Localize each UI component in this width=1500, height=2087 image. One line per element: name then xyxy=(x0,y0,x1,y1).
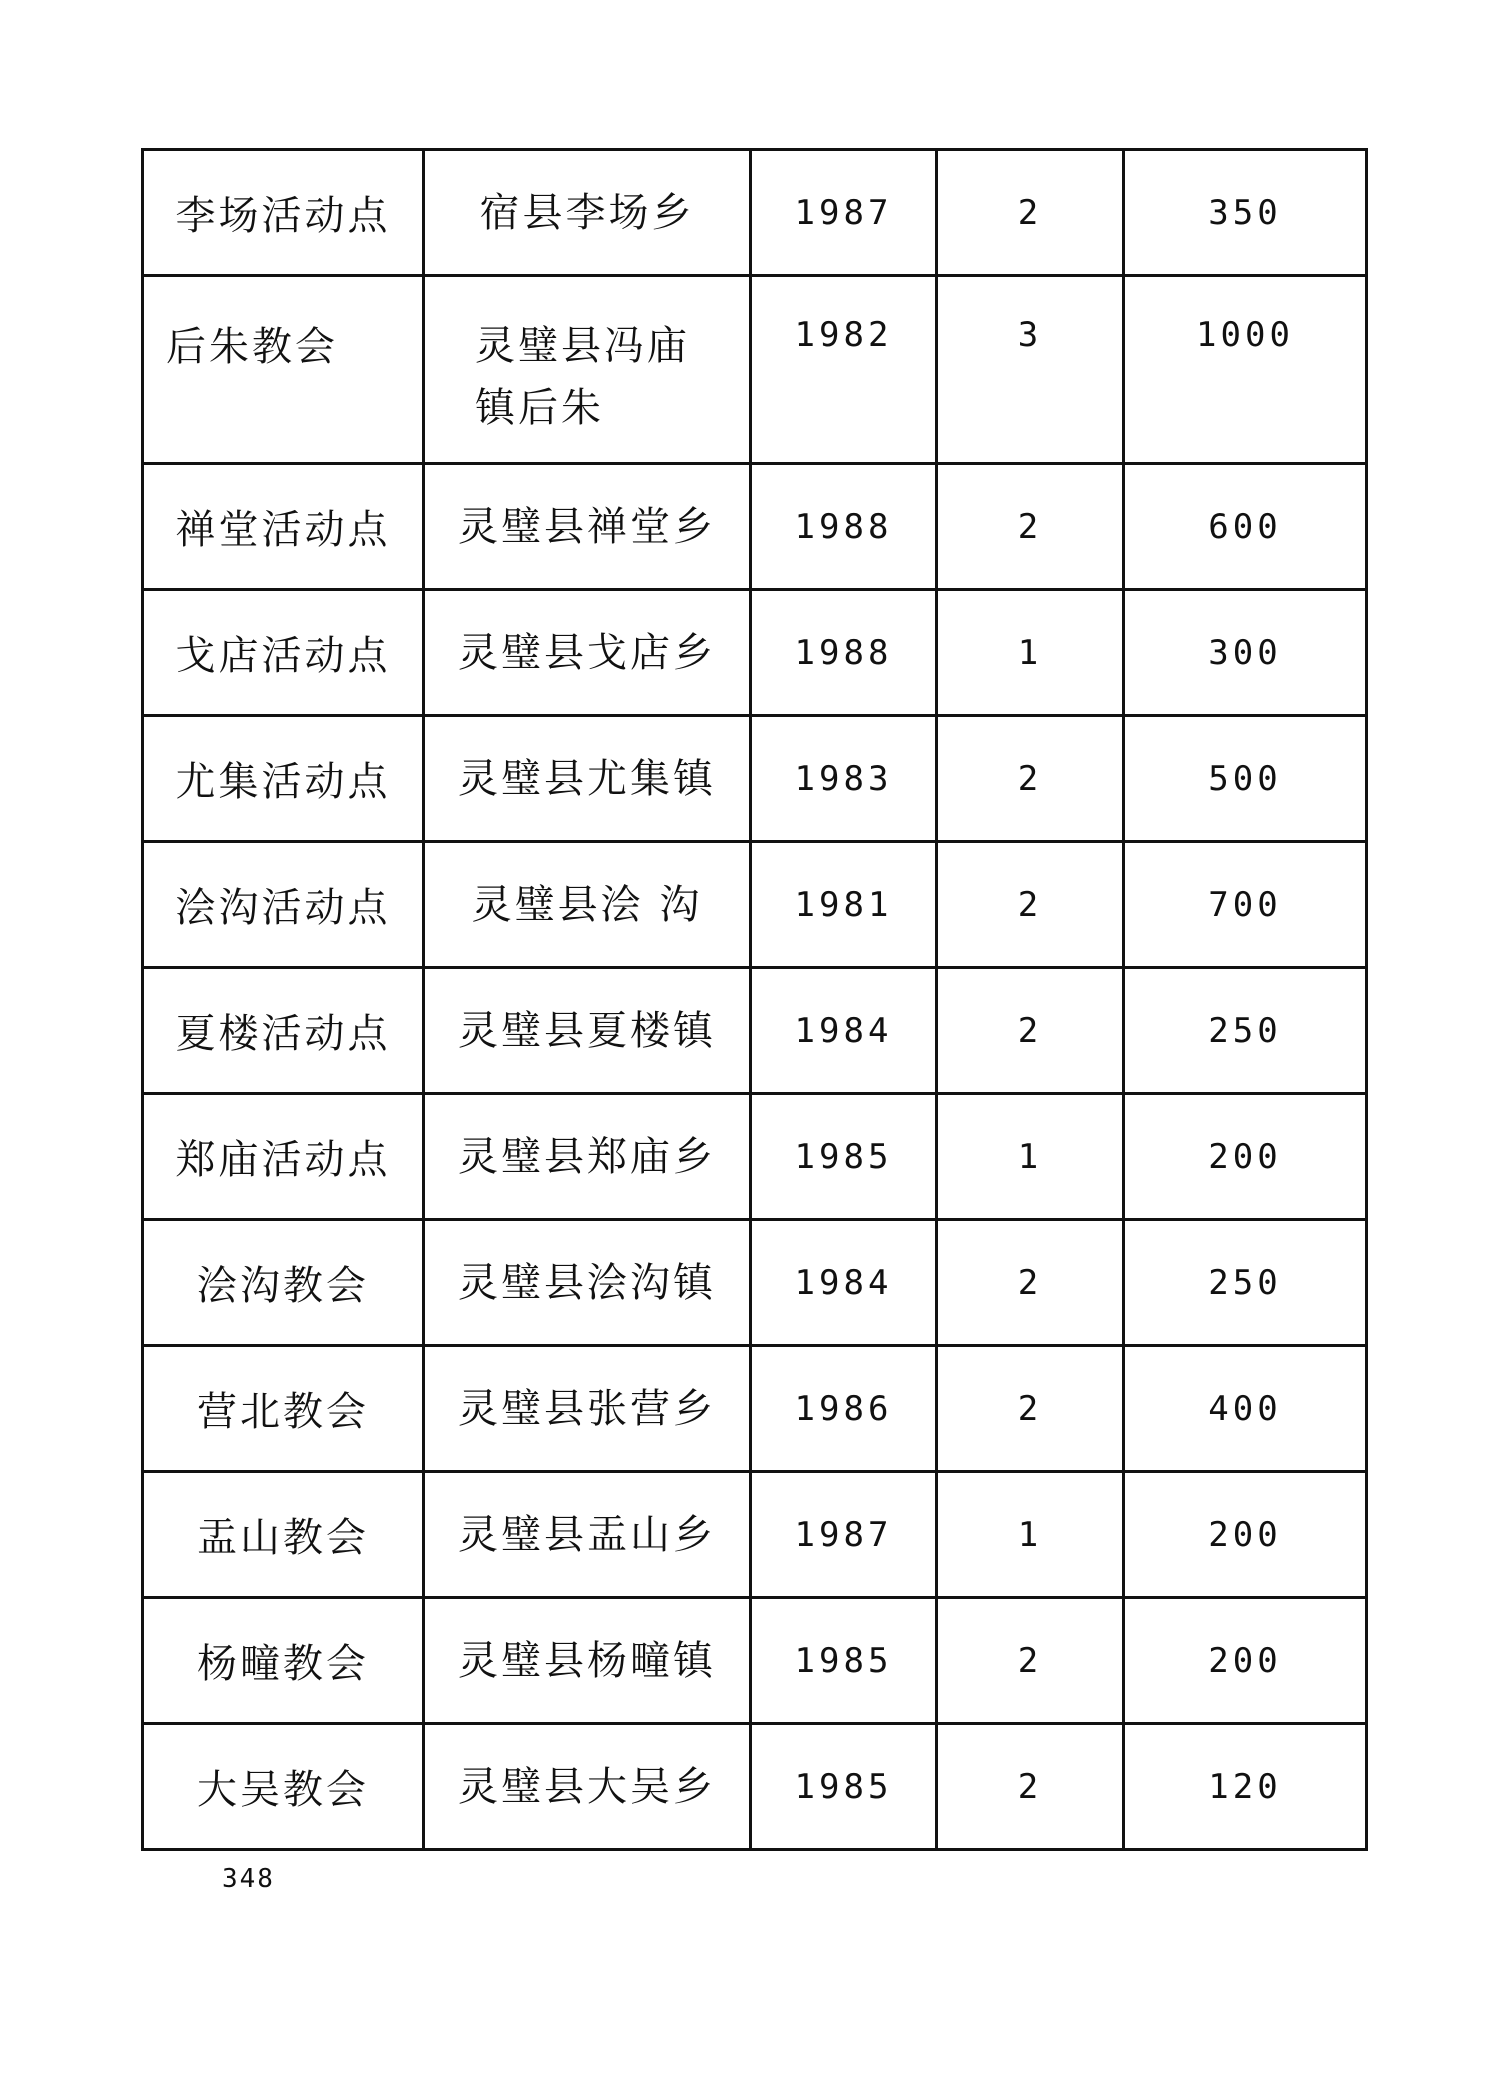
count-cell: 1 xyxy=(937,590,1124,716)
location-cell: 灵璧县盂山乡 xyxy=(424,1472,751,1598)
church-name-cell: 大吴教会 xyxy=(143,1724,424,1850)
page-number: 348 xyxy=(222,1864,275,1894)
members-cell: 300 xyxy=(1124,590,1367,716)
table-row xyxy=(143,1220,1367,1346)
members-cell: 1000 xyxy=(1124,276,1367,464)
year-cell: 1987 xyxy=(751,1472,937,1598)
location-cell: 灵璧县张营乡 xyxy=(424,1346,751,1472)
church-name-cell: 郑庙活动点 xyxy=(143,1094,424,1220)
members-cell: 200 xyxy=(1124,1472,1367,1598)
church-name-cell: 浍沟教会 xyxy=(143,1220,424,1346)
table-row xyxy=(143,1598,1367,1724)
table-row xyxy=(143,150,1367,276)
church-name-cell: 尤集活动点 xyxy=(143,716,424,842)
year-cell: 1986 xyxy=(751,1346,937,1472)
location-text: 灵璧县冯庙镇后朱 xyxy=(475,323,690,431)
table-row xyxy=(143,590,1367,716)
church-name-cell: 浍沟活动点 xyxy=(143,842,424,968)
table-row xyxy=(143,1346,1367,1472)
members-cell: 500 xyxy=(1124,716,1367,842)
members-cell: 250 xyxy=(1124,968,1367,1094)
location-cell: 灵璧县杨疃镇 xyxy=(424,1598,751,1724)
count-cell: 2 xyxy=(937,1598,1124,1724)
members-cell: 200 xyxy=(1124,1094,1367,1220)
count-cell: 2 xyxy=(937,1220,1124,1346)
table-row xyxy=(143,968,1367,1094)
count-cell: 2 xyxy=(937,1724,1124,1850)
location-cell: 灵璧县禅堂乡 xyxy=(424,464,751,590)
count-cell: 2 xyxy=(937,1346,1124,1472)
year-cell: 1983 xyxy=(751,716,937,842)
church-name-cell: 禅堂活动点 xyxy=(143,464,424,590)
members-cell: 250 xyxy=(1124,1220,1367,1346)
members-cell: 700 xyxy=(1124,842,1367,968)
location-cell: 宿县李场乡 xyxy=(424,150,751,276)
year-cell: 1985 xyxy=(751,1094,937,1220)
location-cell: 灵璧县郑庙乡 xyxy=(424,1094,751,1220)
count-cell: 1 xyxy=(937,1472,1124,1598)
location-cell: 灵璧县浍 沟 xyxy=(424,842,751,968)
church-name-cell: 盂山教会 xyxy=(143,1472,424,1598)
year-cell: 1987 xyxy=(751,150,937,276)
count-cell: 2 xyxy=(937,150,1124,276)
church-name-cell: 夏楼活动点 xyxy=(143,968,424,1094)
count-cell: 2 xyxy=(937,716,1124,842)
location-cell: 灵璧县戈店乡 xyxy=(424,590,751,716)
year-cell: 1981 xyxy=(751,842,937,968)
church-name-cell: 杨疃教会 xyxy=(143,1598,424,1724)
table-row xyxy=(143,842,1367,968)
location-cell: 灵璧县浍沟镇 xyxy=(424,1220,751,1346)
church-table xyxy=(141,148,1368,1851)
members-cell: 120 xyxy=(1124,1724,1367,1850)
year-cell: 1985 xyxy=(751,1724,937,1850)
members-cell: 600 xyxy=(1124,464,1367,590)
table-row xyxy=(143,276,1367,464)
church-name-cell: 戈店活动点 xyxy=(143,590,424,716)
year-cell: 1984 xyxy=(751,1220,937,1346)
table-row xyxy=(143,716,1367,842)
location-cell: 灵璧县夏楼镇 xyxy=(424,968,751,1094)
count-cell: 2 xyxy=(937,842,1124,968)
location-cell: 灵璧县尤集镇 xyxy=(424,716,751,842)
table-row xyxy=(143,1472,1367,1598)
church-name-cell: 营北教会 xyxy=(143,1346,424,1472)
members-cell: 400 xyxy=(1124,1346,1367,1472)
year-cell: 1988 xyxy=(751,590,937,716)
members-cell: 350 xyxy=(1124,150,1367,276)
location-cell xyxy=(424,276,751,464)
year-cell: 1982 xyxy=(751,276,937,464)
church-name-cell: 李场活动点 xyxy=(143,150,424,276)
year-cell: 1988 xyxy=(751,464,937,590)
church-name-cell: 后朱教会 xyxy=(143,276,424,464)
count-cell: 3 xyxy=(937,276,1124,464)
location-cell: 灵璧县大吴乡 xyxy=(424,1724,751,1850)
table-row xyxy=(143,1724,1367,1850)
count-cell: 2 xyxy=(937,968,1124,1094)
year-cell: 1985 xyxy=(751,1598,937,1724)
year-cell: 1984 xyxy=(751,968,937,1094)
count-cell: 2 xyxy=(937,464,1124,590)
count-cell: 1 xyxy=(937,1094,1124,1220)
members-cell: 200 xyxy=(1124,1598,1367,1724)
table-row xyxy=(143,1094,1367,1220)
table-row xyxy=(143,464,1367,590)
